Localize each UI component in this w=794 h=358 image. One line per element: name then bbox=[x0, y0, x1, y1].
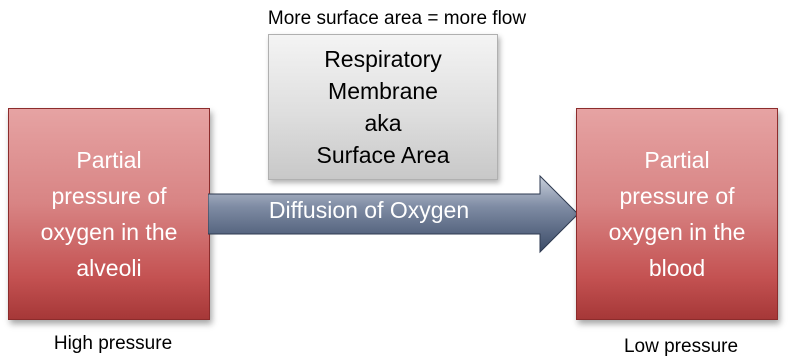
membrane-box bbox=[268, 34, 498, 180]
membrane-label: Respiratory Membrane aka Surface Area bbox=[316, 46, 450, 168]
low-pressure-caption: Low pressure bbox=[623, 336, 739, 357]
blood-pressure-label: Partial pressure of oxygen in the blood bbox=[608, 147, 746, 281]
high-pressure-caption: High pressure bbox=[53, 333, 173, 354]
alveoli-pressure-label: Partial pressure of oxygen in the alveoli bbox=[40, 147, 178, 281]
alveoli-pressure-box bbox=[8, 108, 210, 320]
arrow-label: Diffusion of Oxygen bbox=[268, 197, 470, 223]
blood-pressure-box bbox=[576, 108, 778, 320]
top-caption: More surface area = more flow bbox=[267, 8, 527, 29]
